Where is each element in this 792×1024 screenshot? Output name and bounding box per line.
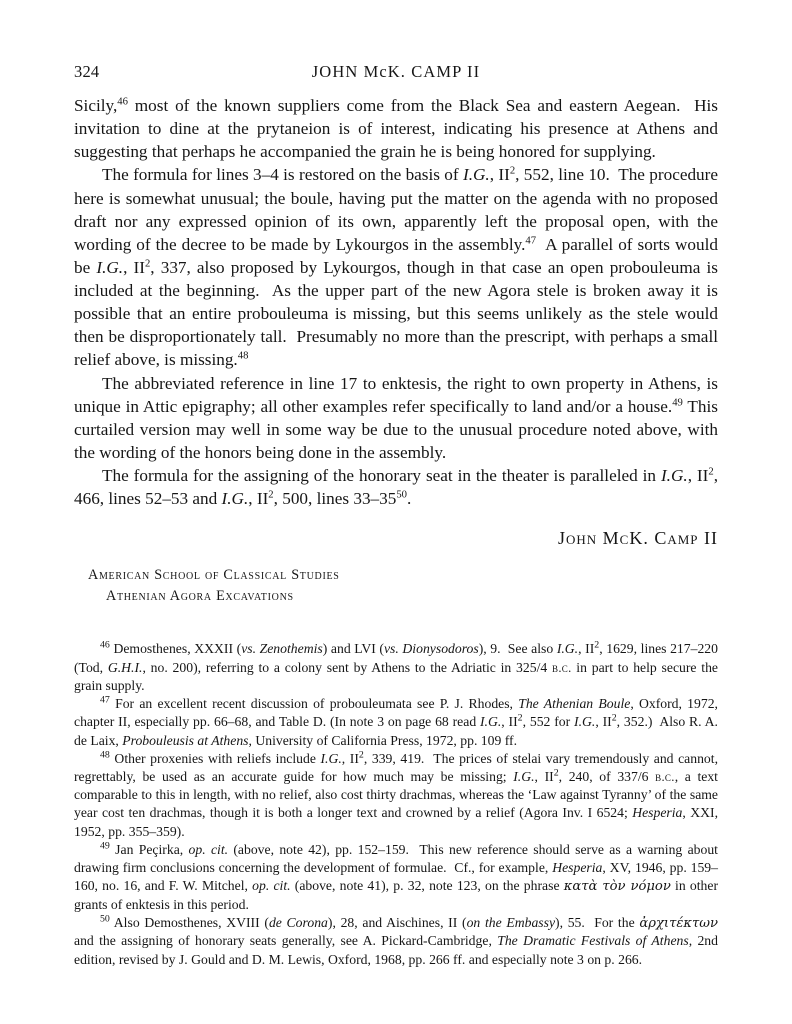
affiliation-line-1: American School of Classical Studies <box>88 567 340 584</box>
paragraph: The abbreviated reference in line 17 to enktesis, the right to own property in Athens, is unique in Attic epigraphy; all other examples refer specifically to land and/or a house.$^{49}$ This curtailed version may well in some way be due to the unusual procedure noted above, with the wording of the honors being done in the assembly. <box>74 373 718 462</box>
footnote: $^{47}$ For an excellent recent discussion of probouleumata see P. J. Rhodes, The Athenian Boule, Oxford, 1972, chapter II, especially pp. 66–68, and Table D. (In note 3 on page 68 read I.G., $II^2$, 552 for I.G., $II^2$, 352.) Also R. A. de Laix, Probouleusis at Athens, University of California Press, 1972, pp. 109 ff. <box>74 694 718 748</box>
running-title: JOHN McK. CAMP II <box>311 62 481 81</box>
paragraph: The formula for the assigning of the honorary seat in the theater is paralleled in I.G., $II^2$, 466, lines 52–53 and I.G., $II^2$, 500, lines $33-35^{50}$. <box>74 466 718 509</box>
author-signature: John McK. Camp II <box>557 528 718 549</box>
footnote-number: 47 <box>100 694 110 706</box>
paragraph: Sicily,$^{46}$ most of the known suppliers come from the Black Sea and eastern Aegean. His invitation to dine at the prytaneion is of interest, indicating his presence at Athens and suggesting that perhaps he accompanied the grain he is being honored for supplying. <box>74 96 718 162</box>
footnote-number: 50 <box>100 913 110 925</box>
page-number: 324 <box>74 62 100 81</box>
footnote-number: 46 <box>100 639 110 651</box>
footnote-number: 49 <box>100 840 110 852</box>
body-text <box>74 94 718 606</box>
footnote: $^{46}$ Demosthenes, XXXII (vs. Zenothemis) and LVI (vs. Dionysodoros), 9. See also I.G., $II^2$, 1629, lines 217–220 (Tod, G.H.I., no. 200), referring to a colony sent by Athens to the Adriatic in 325/4 b.c. in part to help secure the grain supply. <box>74 639 718 693</box>
footnote: $^{49}$ Jan Peçirka, op. cit. (above, note 42), pp. 152–159. This new reference should serve as a warning about drawing firm conclusions concerning the development of formulae. Cf., for example, Hesperia, XV, 1946, pp. 159–160, no. 16, and F. W. Mitchel, op. cit. (above, note 41), p. 32, note 123, on the phrase κατὰ τὸν νόμον in other grants of enktesis in this period. <box>74 840 719 912</box>
footnotes <box>74 640 718 968</box>
paragraph: The formula for lines 3–4 is restored on the basis of I.G., $II^2$, 552, line 10. The procedure here is somewhat unusual; the boule, having put the matter on the agenda with no proposed draft nor any expressed opinion of its own, apparently left the proposal open, with the wording of the decree to be made by Lykourgos in the assembly.$^{47}$ A parallel of sorts would be I.G., $II^2$, 337, also proposed by Lykourgos, though in that case an open probouleuma is included at the beginning. As the upper part of the new Agora stele is broken away it is possible that an entire probouleuma is missing, but this seems unlikely as the stele would then be disproportionately tall. Presumably no more than the prescript, with perhaps a small relief above, is missing.$^{48}$ <box>74 165 718 370</box>
author-affiliation <box>88 565 718 606</box>
footnote: $^{48}$ Other proxenies with reliefs include I.G., $II^2$, 339, 419. The prices of stelai vary tremendously and cannot, regrettably, be used as an accurate guide for how much may be missing; I.G., $II^2$, 240, of 337/6 b.c., a text comparable to this in length, with no relief, also cost thirty drachmas, whereas the ‘Law against Tyranny’ of the same year cost ten drachmas, though it is both a longer text and crowned by a relief (Agora Inv. I 6524; Hesperia, XXI, 1952, pp. 355–359). <box>74 749 718 839</box>
footnote: $^{50}$ Also Demosthenes, XVIII (de Corona), 28, and Aischines, II (on the Embassy), 55. For the ἀρχιτέκτων and the assigning of honorary seats generally, see A. Pickard-Cambridge, The Dramatic Festivals of Athens, 2nd edition, revised by J. Gould and D. M. Lewis, Oxford, 1968, pp. 266 ff. and especially note 3 on p. 266. <box>74 913 718 967</box>
running-head <box>74 62 718 88</box>
affiliation-line-2: Athenian Agora Excavations <box>106 587 294 604</box>
footnote-number: 48 <box>100 749 110 761</box>
